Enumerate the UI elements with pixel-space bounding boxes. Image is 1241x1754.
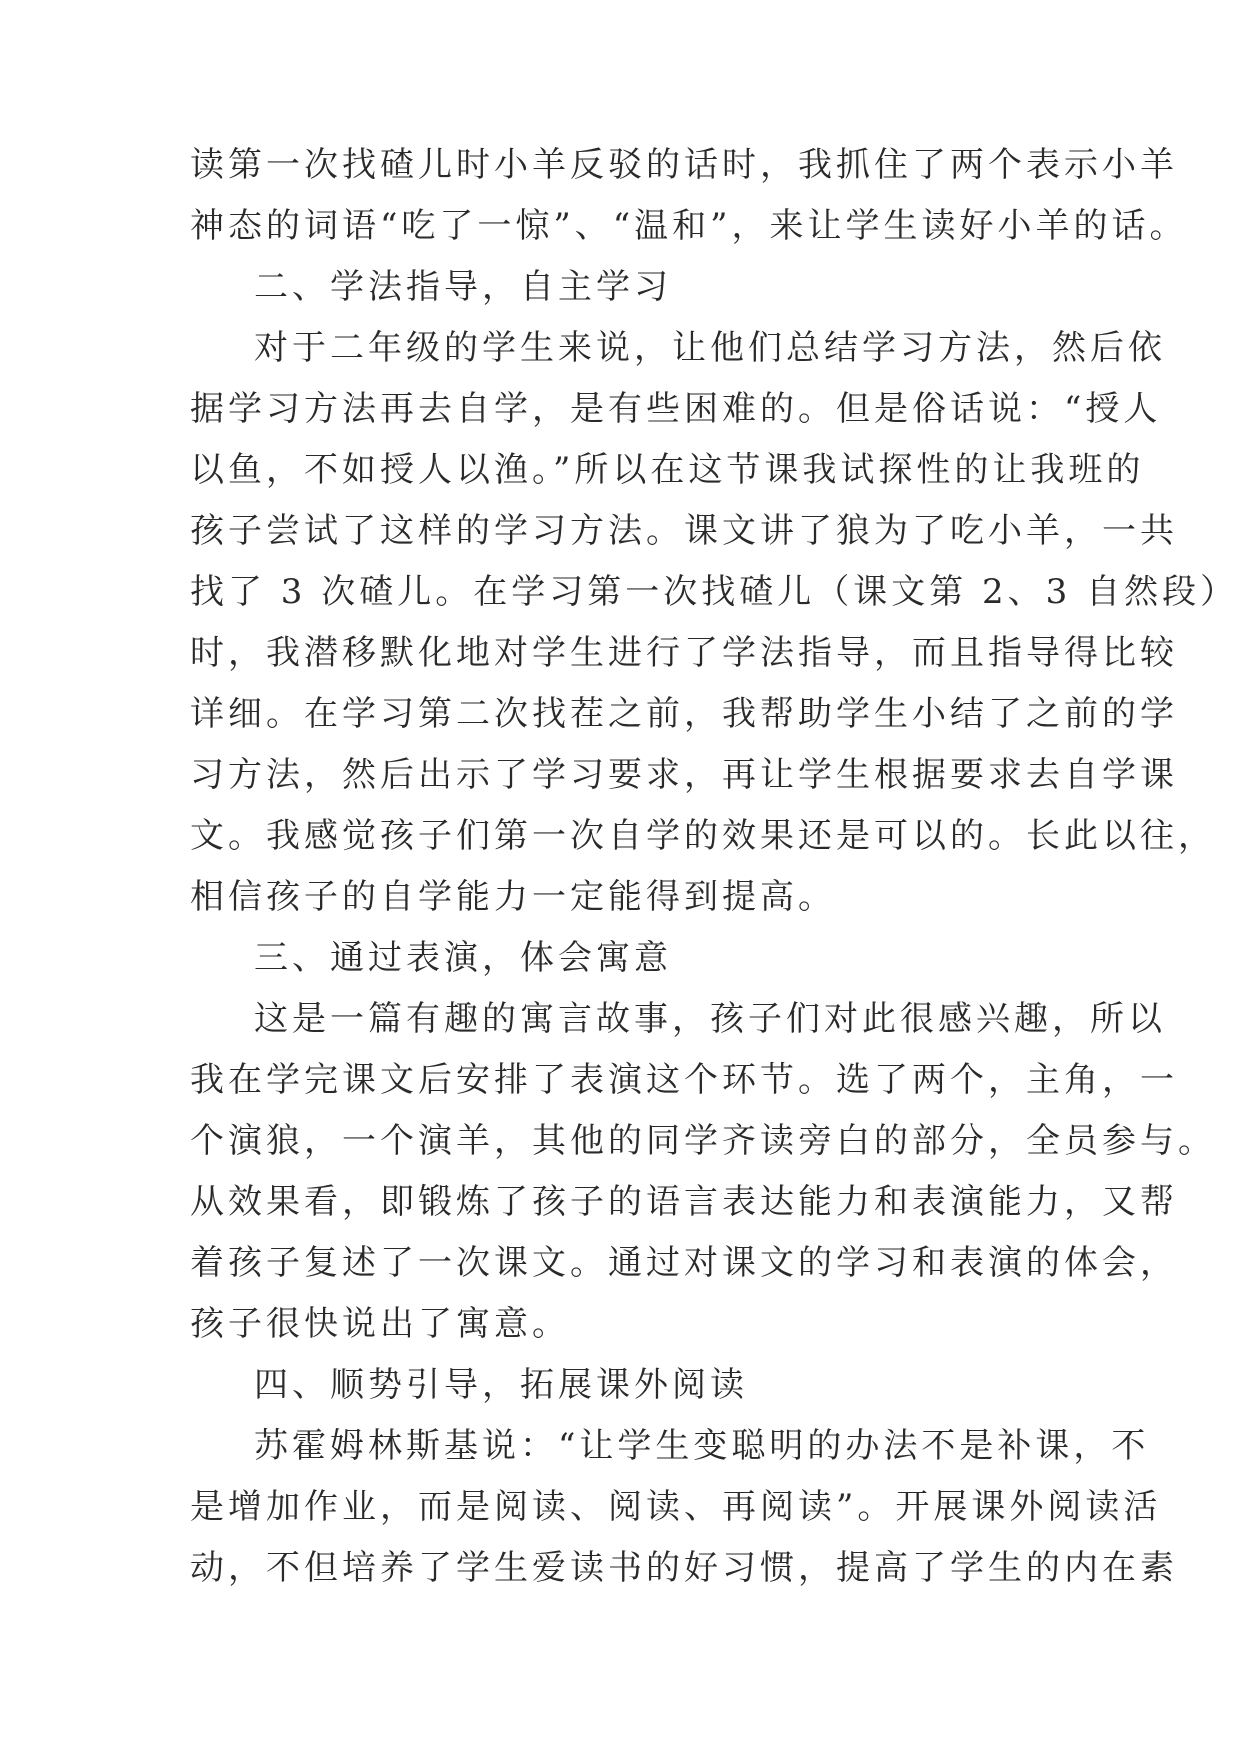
- text-line: 以鱼，不如授人以渔。”所以在这节课我试探性的让我班的: [190, 450, 1145, 490]
- text-line: 是增加作业，而是阅读、阅读、再阅读”。开展课外阅读活: [190, 1487, 1162, 1527]
- text-line: 着孩子复述了一次课文。通过对课文的学习和表演的体会，: [190, 1243, 1178, 1283]
- paragraph-start-line: 对于二年级的学生来说，让他们总结学习方法，然后依: [254, 328, 1166, 368]
- text-line: 据学习方法再去自学，是有些困难的。但是俗话说：“授人: [190, 389, 1162, 429]
- text-line: 找了 3 次碴儿。在学习第一次找碴儿（课文第 2、3 自然段）: [190, 572, 1239, 612]
- text-line: 详细。在学习第二次找茬之前，我帮助学生小结了之前的学: [190, 694, 1178, 734]
- text-line: 动，不但培养了学生爱读书的好习惯，提高了学生的内在素: [190, 1548, 1178, 1588]
- text-line: 习方法，然后出示了学习要求，再让学生根据要求去自学课: [190, 755, 1178, 795]
- text-line: 孩子尝试了这样的学习方法。课文讲了狼为了吃小羊，一共: [190, 511, 1178, 551]
- paragraph-start-line: 这是一篇有趣的寓言故事，孩子们对此很感兴趣，所以: [254, 999, 1166, 1039]
- text-line: 读第一次找碴儿时小羊反驳的话时，我抓住了两个表示小羊: [190, 145, 1178, 185]
- paragraph-start-line: 苏霍姆林斯基说：“让学生变聪明的办法不是补课，不: [254, 1426, 1150, 1466]
- paragraph-start-line: 二、学法指导，自主学习: [254, 267, 672, 307]
- document-body: [190, 135, 1239, 1599]
- text-line: 从效果看，即锻炼了孩子的语言表达能力和表演能力，又帮: [190, 1182, 1178, 1222]
- paragraph-start-line: 三、通过表演，体会寓意: [254, 938, 672, 978]
- text-line: 孩子很快说出了寓意。: [190, 1304, 570, 1344]
- text-line: 相信孩子的自学能力一定能得到提高。: [190, 877, 836, 917]
- text-line: 文。我感觉孩子们第一次自学的效果还是可以的。长此以往，: [190, 816, 1216, 856]
- paragraph-start-line: 四、顺势引导，拓展课外阅读: [254, 1365, 748, 1405]
- text-line: 我在学完课文后安排了表演这个环节。选了两个，主角，一: [190, 1060, 1178, 1100]
- text-line: 神态的词语“吃了一惊”、“温和”，来让学生读好小羊的话。: [190, 206, 1188, 246]
- text-line: 个演狼，一个演羊，其他的同学齐读旁白的部分，全员参与。: [190, 1121, 1216, 1161]
- text-line: 时，我潜移默化地对学生进行了学法指导，而且指导得比较: [190, 633, 1178, 673]
